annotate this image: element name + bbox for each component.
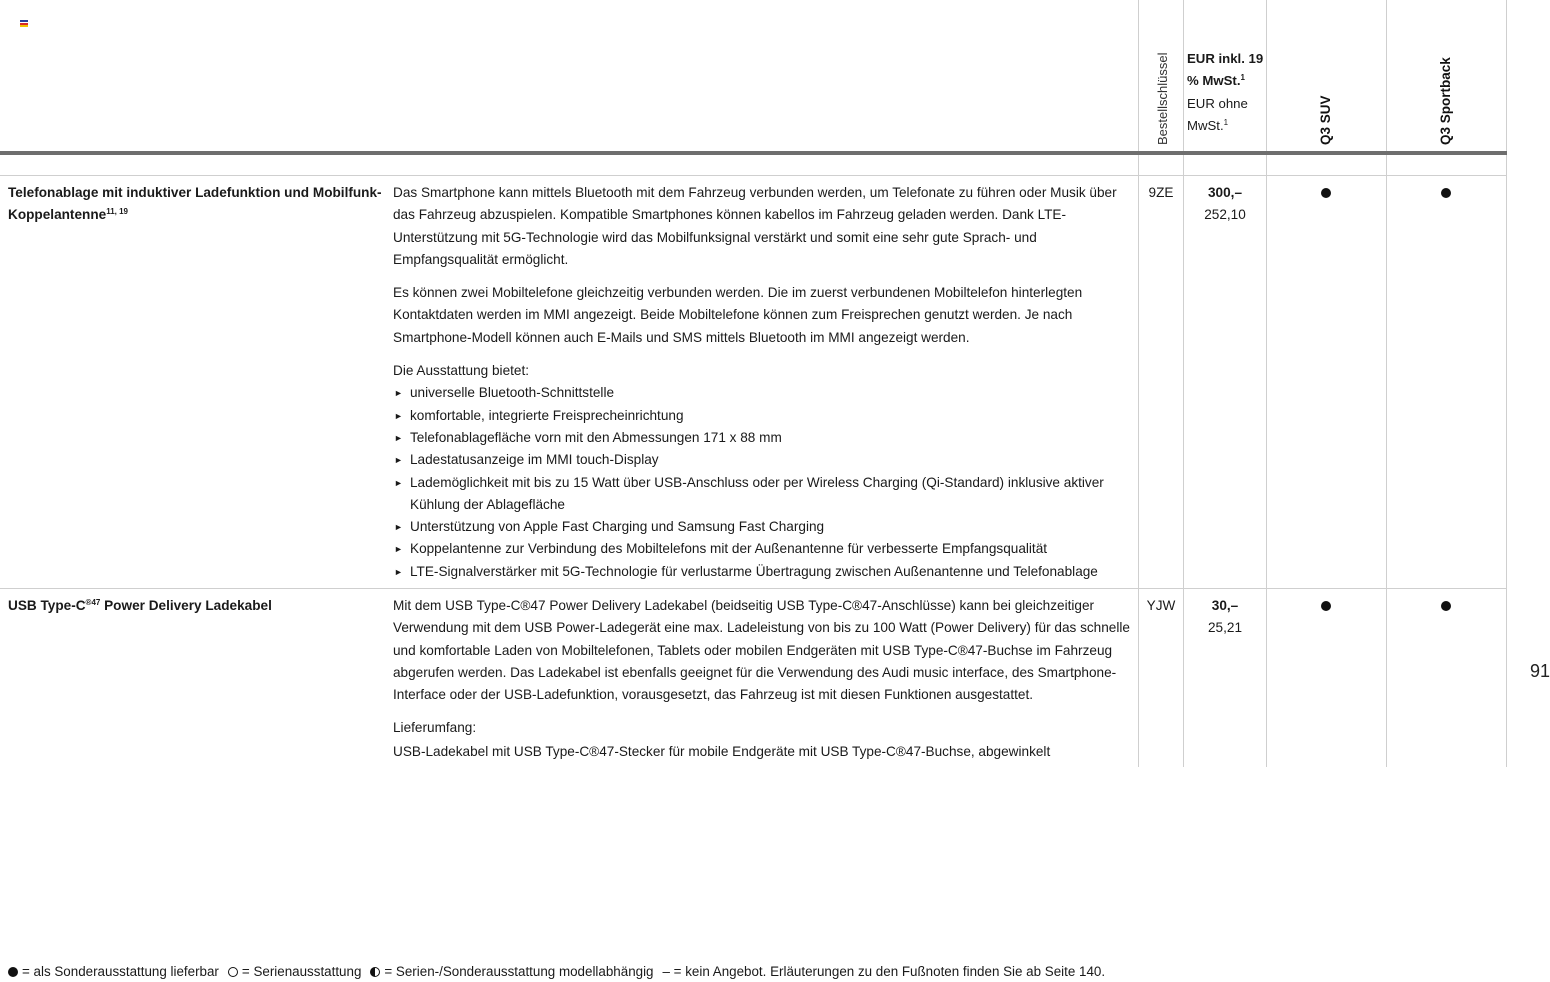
model-header-q3-sportback: Q3 Sportback	[1438, 57, 1453, 145]
legend	[8, 964, 1114, 979]
price-header: EUR inkl. 19 % MwSt.$^1$ EUR ohne MwSt.$^1$	[1187, 51, 1264, 133]
price-gross-label: EUR inkl. 19 % MwSt.	[1187, 51, 1264, 89]
empty-circle-icon	[228, 967, 238, 977]
available-dot-icon	[1321, 188, 1331, 198]
legend-none: – = kein Angebot. Erläuterungen zu den Fußnoten finden Sie ab Seite 140.	[662, 964, 1106, 979]
filled-circle-icon	[8, 967, 18, 977]
price-gross: 30,–	[1211, 598, 1239, 613]
order-code-header: Bestellschlüssel	[1155, 52, 1170, 145]
column-divider	[1183, 0, 1184, 767]
row-divider	[0, 175, 1507, 176]
list-item: ► LTE-Signalverstärker mit 5G-Technologie für verlustarme Übertragung zwischen Außenantenne und Telefonablage	[393, 561, 1133, 583]
list-item: ► Koppelantenne zur Verbindung des Mobiltelefons mit der Außenantenne für verbesserte Empfangsqualität	[393, 538, 1133, 560]
price-net-label: EUR ohne MwSt.	[1187, 95, 1248, 133]
item-description-telefonablage	[393, 182, 1133, 583]
item-title-usb-ladekabel: USB Type-$C^{®47}$ Power Delivery Ladekabel	[8, 598, 272, 613]
row-divider	[0, 588, 1507, 589]
available-dot-icon	[1441, 188, 1451, 198]
legend-model-dependent: = Serien-/Sonderausstattung modellabhängig	[384, 964, 654, 979]
list-item: ► Unterstützung von Apple Fast Charging und Samsung Fast Charging	[393, 516, 1133, 538]
price-gross: 300,–	[1207, 185, 1243, 200]
flag-icon	[20, 20, 28, 27]
list-item: ► Telefonablagefläche vorn mit den Abmessungen 171 x 88 mm	[393, 427, 1133, 449]
column-divider	[1138, 0, 1139, 767]
legend-optional: = als Sonderausstattung lieferbar	[22, 964, 219, 979]
column-divider	[1506, 0, 1507, 767]
price-net: 25,21	[1207, 620, 1243, 636]
list-item: ► universelle Bluetooth-Schnittstelle	[393, 382, 1133, 404]
model-header-q3-suv: Q3 SUV	[1318, 95, 1333, 145]
page-number: 91	[1530, 661, 1550, 681]
column-divider	[1386, 0, 1387, 767]
available-dot-icon	[1441, 601, 1451, 611]
order-code: 9ZE	[1148, 185, 1174, 200]
description-paragraph: Es können zwei Mobiltelefone gleichzeitig verbunden werden. Die im zuerst verbundenen Mobiltelefon hinterlegten Kontaktdaten werden im MMI angezeigt. Beide Mobiltelefone können zum Freisprechen genutzt werden. Je nach Smartphone-Modell können auch E-Mails und SMS mittels Bluetooth im MMI angezeigt werden.	[393, 285, 1083, 345]
order-code: YJW	[1146, 598, 1176, 613]
description-paragraph: Mit dem USB Type-C®47 Power Delivery Ladekabel (beidseitig USB Type-C®47-Anschlüsse) kann bei gleichzeitiger Verwendung mit dem USB Power-Ladegerät eine max. Ladeleistung von bis zu 100 Watt (Power Delivery) für das schnelle und komfortable Laden von Mobiltelefonen, Tablets oder mobilen Endgeräten mit USB Type-C®47-Buchse im Fahrzeug abgerufen werden. Das Ladekabel ist ebenfalls geeignet für die Verwendung des Audi music interface, des Smartphone-Interface oder der USB-Ladefunktion, vorausgesetzt, das Fahrzeug ist mit diesen Funktionen ausgestattet.	[393, 598, 1130, 703]
list-item: ► komfortable, integrierte Freisprecheinrichtung	[393, 405, 1133, 427]
legend-standard: = Serienausstattung	[241, 964, 362, 979]
price-cell	[1184, 182, 1266, 227]
list-item: ► Lademöglichkeit mit bis zu 15 Watt über USB-Anschluss oder per Wireless Charging (Qi-Standard) inklusive aktiver Kühlung der Ablagefläche	[393, 472, 1133, 517]
available-dot-icon	[1321, 601, 1331, 611]
description-paragraph: Das Smartphone kann mittels Bluetooth mit dem Fahrzeug verbunden werden, um Telefonate zu führen oder Musik über das Fahrzeug abzuspielen. Kompatible Smartphones können kabellos im Fahrzeug geladen werden. Dank LTE-Unterstützung mit 5G-Technologie wird das Mobilfunksignal verstärkt und somit eine sehr gute Sprach- und Empfangsqualität ermöglicht.	[393, 185, 1117, 267]
description-paragraph: USB-Ladekabel mit USB Type-C®47-Stecker für mobile Endgeräte mit USB Type-C®47-Buchse, abgewinkelt	[393, 743, 1051, 759]
description-paragraph: Lieferumfang:	[393, 720, 477, 736]
header-divider	[0, 151, 1507, 155]
item-title-telefonablage: Telefonablage mit induktiver Ladefunktion und Mobilfunk-Koppelantenne$^{11, 19}$	[8, 185, 382, 223]
price-net: 252,10	[1204, 207, 1246, 223]
price-cell	[1184, 595, 1266, 640]
feature-list	[393, 382, 1133, 583]
item-description-usb-ladekabel	[393, 595, 1133, 774]
list-item: ► Ladestatusanzeige im MMI touch-Display	[393, 449, 1133, 471]
half-circle-icon	[370, 967, 380, 977]
description-paragraph: Die Ausstattung bietet:	[393, 363, 530, 379]
